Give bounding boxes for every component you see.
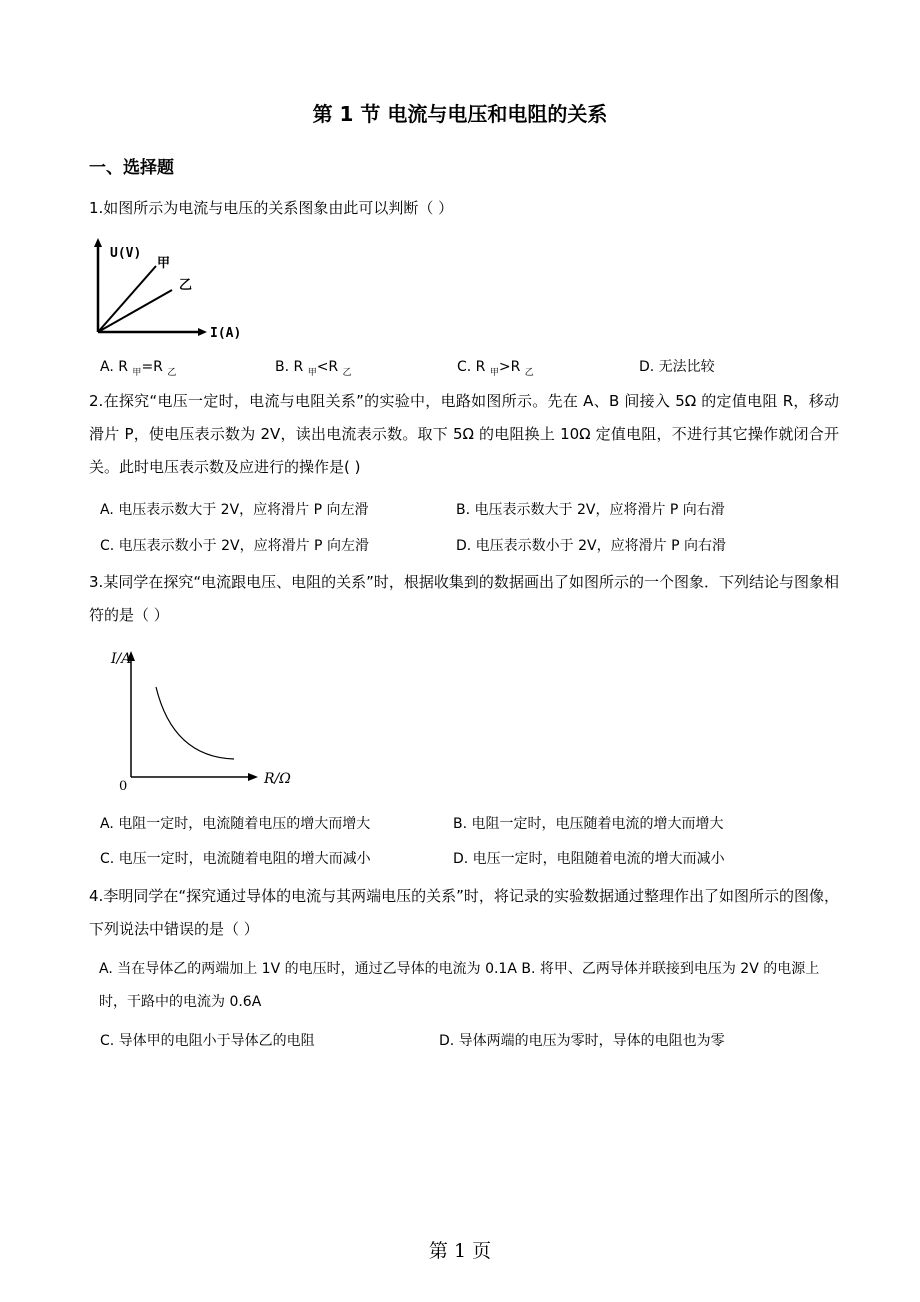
- q4-option-c[interactable]: C. 导体甲的电阻小于导体乙的电阻: [100, 1033, 315, 1049]
- q3-x-label: R/Ω: [264, 771, 291, 787]
- question-4-stem: 4.李明同学在“探究通过导体的电流与其两端电压的关系”时，将记录的实验数据通过整理作出了如图所示的图像，下列说法中错误的是（ ）: [89, 887, 839, 938]
- q1-option-d[interactable]: D. 无法比较: [639, 359, 715, 375]
- q1-option-c[interactable]: C. R $_甲$>R $_乙$: [457, 359, 534, 378]
- question-3-stem: 3.某同学在探究“电流跟电压、电阻的关系”时，根据收集到的数据画出了如图所示的一个图象．下列结论与图象相符的是（ ）: [89, 573, 839, 624]
- q3-option-d[interactable]: D. 电压一定时，电阻随着电流的增大而减小: [453, 851, 725, 867]
- q2-option-d[interactable]: D. 电压表示数小于 2V，应将滑片 P 向右滑: [456, 538, 726, 554]
- q2-option-c[interactable]: C. 电压表示数小于 2V，应将滑片 P 向左滑: [100, 538, 369, 554]
- page-number: 第 1 页: [428, 1240, 492, 1262]
- question-2-stem: 2.在探究“电压一定时，电流与电阻关系”的实验中，电路如图所示。先在 A、B 间接入 5Ω 的定值电阻 R，移动滑片 P，使电压表示数为 2V，读出电流表示数。取下 5Ω 的电阻换上 10Ω 定值电阻，不进行其它操作就闭合开关。此时电压表示数及应进行的操作是( ): [89, 392, 839, 476]
- q1-label-yi: 乙: [179, 278, 193, 293]
- q3-option-c[interactable]: C. 电压一定时，电流随着电阻的增大而减小: [100, 851, 371, 867]
- q3-x-arrow: [248, 773, 258, 781]
- q2-option-a[interactable]: A. 电压表示数大于 2V，应将滑片 P 向左滑: [100, 502, 369, 518]
- q3-curve: [156, 687, 234, 759]
- q3-origin-label: 0: [119, 779, 128, 794]
- q4-option-d[interactable]: D. 导体两端的电压为零时，导体的电阻也为零: [439, 1033, 725, 1049]
- q1-option-a[interactable]: A. R $_甲$=R $_乙$: [100, 359, 177, 378]
- question-1-stem: 1.如图所示为电流与电压的关系图象由此可以判断（ ）: [89, 199, 454, 217]
- q1-option-b[interactable]: B. R $_甲$<R $_乙$: [275, 359, 352, 378]
- section-heading: 一、选择题: [89, 158, 174, 178]
- q3-option-a[interactable]: A. 电阻一定时，电流随着电压的增大而增大: [100, 816, 371, 832]
- q4-options-a-b[interactable]: A. 当在导体乙的两端加上 1V 的电压时，通过乙导体的电流为 0.1A B. 将甲、乙两导体并联接到电压为 2V 的电源上时，干路中的电流为 0.6A: [99, 961, 820, 1010]
- q1-y-arrow: [94, 238, 102, 247]
- page-title: 第 1 节 电流与电压和电阻的关系: [312, 102, 608, 126]
- q1-x-label: I(A): [210, 326, 242, 341]
- q1-y-label: U(V): [110, 246, 142, 261]
- q3-option-b[interactable]: B. 电阻一定时，电压随着电流的增大而增大: [453, 816, 724, 832]
- q3-graph: [111, 645, 308, 795]
- q1-graph: [88, 236, 268, 342]
- q1-x-arrow: [198, 328, 207, 336]
- q3-y-label: I/A: [111, 651, 132, 667]
- q1-label-jia: 甲: [157, 256, 171, 271]
- q1-line-jia: [98, 266, 156, 332]
- q1-line-yi: [98, 290, 172, 332]
- q2-option-b[interactable]: B. 电压表示数大于 2V，应将滑片 P 向右滑: [456, 502, 725, 518]
